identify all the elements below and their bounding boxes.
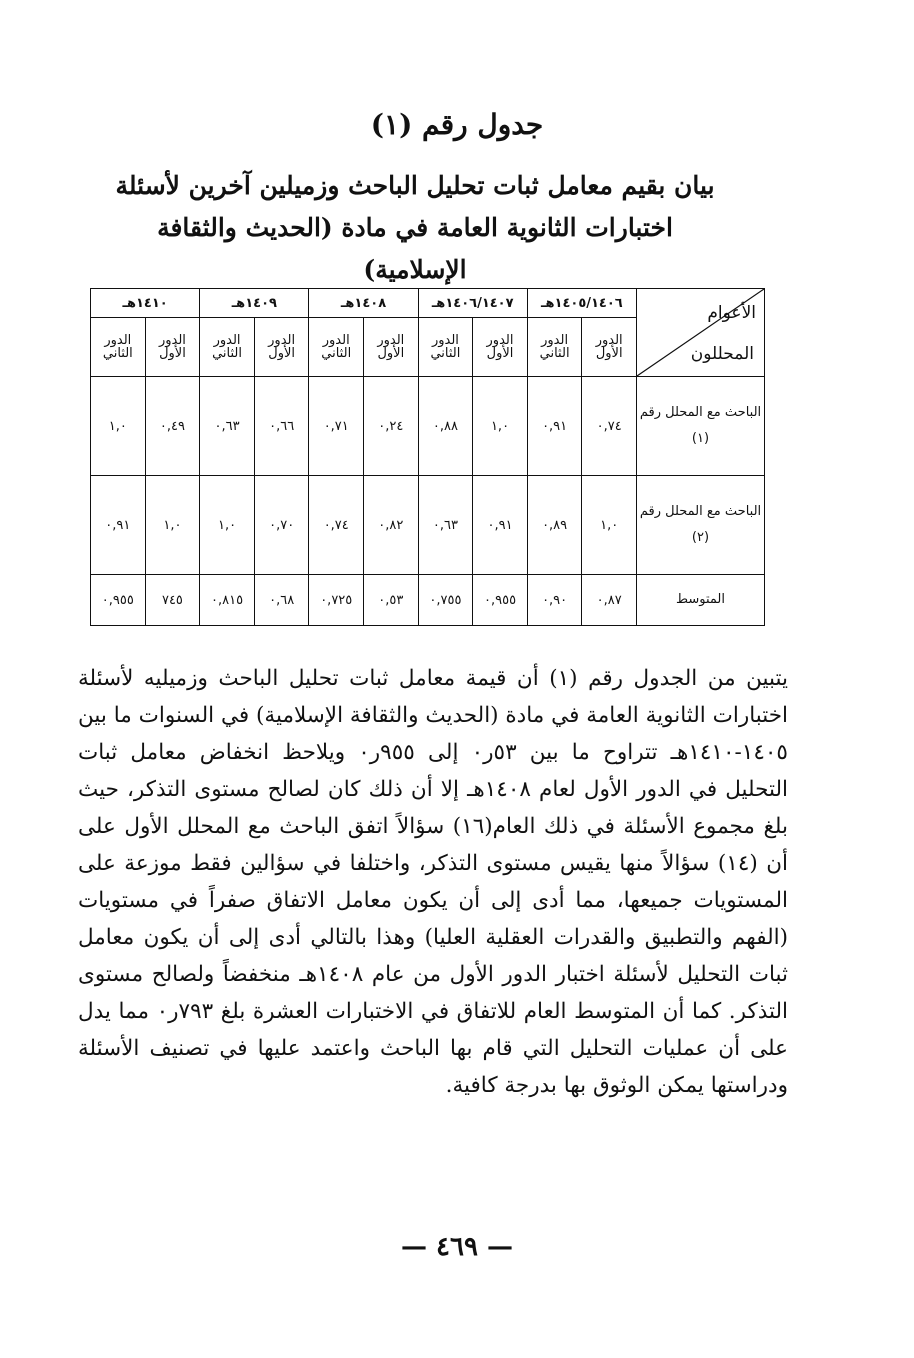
year-header: ١٤٠٥/١٤٠٦هـ [527,289,636,318]
table-cell: ٠,٨٨ [418,377,473,476]
table-corner-cell [637,289,765,377]
table-cell: ٠,٦٦ [254,377,309,476]
table-cell: ٠,٧٢٥ [309,575,364,626]
table-cell: ٠,٤٩ [145,377,200,476]
table-cell: ٠,٦٣ [418,476,473,575]
row-label: الباحث مع المحلل رقم (٢) [637,476,765,575]
row-label: المتوسط [637,575,765,626]
table-cell: ٠,٨١٥ [200,575,255,626]
round-header-first: الدور الأول [364,318,419,377]
round-header-first: الدور الأول [582,318,637,377]
table-cell: ٠,٩٠ [527,575,582,626]
row-label: الباحث مع المحلل رقم (١) [637,377,765,476]
year-header: ١٤٠٩هـ [200,289,309,318]
round-header-second: الدور الثاني [527,318,582,377]
table-cell: ٠,٩١ [91,476,146,575]
table-cell: ٠,٧٥٥ [418,575,473,626]
year-header: ١٤١٠هـ [91,289,200,318]
table-cell: ٠,٧١ [309,377,364,476]
round-header-second: الدور الثاني [309,318,364,377]
year-header: ١٤٠٨هـ [309,289,418,318]
subtitle-line-1: بيان بقيم معامل ثبات تحليل الباحث وزميلين آخرين لأسئلة [115,171,715,200]
table-cell: ٠,٩١ [527,377,582,476]
round-header-second: الدور الثاني [200,318,255,377]
round-header-first: الدور الأول [145,318,200,377]
table-cell: ١,٠ [91,377,146,476]
table-cell: ١,٠ [200,476,255,575]
table-cell: ٠,٧٤ [309,476,364,575]
round-header-first: الدور الأول [254,318,309,377]
table-cell: ١,٠ [582,476,637,575]
table-row [91,476,765,575]
table-cell: ٠,٩٥٥ [91,575,146,626]
table-cell: ٠,٩١ [473,476,528,575]
table-cell: ٠,٩٥٥ [473,575,528,626]
round-header-second: الدور الثاني [418,318,473,377]
table-cell: ٠,٨٧ [582,575,637,626]
table-cell: ٠,٥٣ [364,575,419,626]
subtitle-line-2: اختبارات الثانوية العامة في مادة (الحديث والثقافة الإسلامية) [157,213,673,284]
table-cell: ٠,٧٠ [254,476,309,575]
corner-label-analysts: المحللون [690,344,754,364]
table-row [91,575,765,626]
table-cell: ٠,٨٢ [364,476,419,575]
table-cell: ٠,٦٨ [254,575,309,626]
round-header-first: الدور الأول [473,318,528,377]
table-subtitle [110,165,720,291]
body-paragraph: يتبين من الجدول رقم (١) أن قيمة معامل ثبات تحليل الباحث وزميليه لأسئلة اختبارات الثانوية العامة في مادة (الحديث والثقافة الإسلامية) في السنوات ما بين ١٤٠٥-١٤١٠هـ تتراوح ما بين ٥٣ر٠ إلى ٩٥٥ر٠ ويلاحظ انخفاض معامل ثبات التحليل في الدور الأول لعام ١٤٠٨هـ إلا أن ذلك كان لصالح مستوى التذكر، حيث بلغ مجموع الأسئلة في ذلك العام(١٦) سؤالاً اتفق الباحث مع المحلل الأول على أن (١٤) سؤالاً منها يقيس مستوى التذكر، واختلفا في سؤالين فقط موزعة على المستويات جميعها، مما أدى إلى أن يكون معامل الاتفاق صفراً في مستويات (الفهم والتطبيق والقدرات العقلية العليا) وهذا بالتالي أدى إلى أن يكون معامل ثبات التحليل لأسئلة اختبار الدور الأول من عام ١٤٠٨هـ منخفضاً ولصالح مستوى التذكر. كما أن المتوسط العام للاتفاق في الاختبارات العشرة بلغ ٧٩٣ر٠ مما يدل على أن عمليات التحليل التي قام بها الباحث واعتمد عليها في تصنيف الأسئلة ودراستها يمكن الوثوق بها بدرجة كافية. [78,666,788,1098]
table-cell: ٠,٦٣ [200,377,255,476]
page-number: — ٤٦٩ — [400,1232,514,1262]
table-cell: ٠,٨٩ [527,476,582,575]
table-cell: ٠,٢٤ [364,377,419,476]
year-header: ١٤٠٦/١٤٠٧هـ [418,289,527,318]
reliability-table [90,288,765,626]
table-row [91,377,765,476]
table-cell: ٧٤٥ [145,575,200,626]
round-header-second: الدور الثاني [91,318,146,377]
table-cell: ١,٠ [473,377,528,476]
table-cell: ١,٠ [145,476,200,575]
corner-label-years: الأعوام [707,303,756,323]
table-cell: ٠,٧٤ [582,377,637,476]
table-title: جدول رقم (١) [370,108,544,141]
